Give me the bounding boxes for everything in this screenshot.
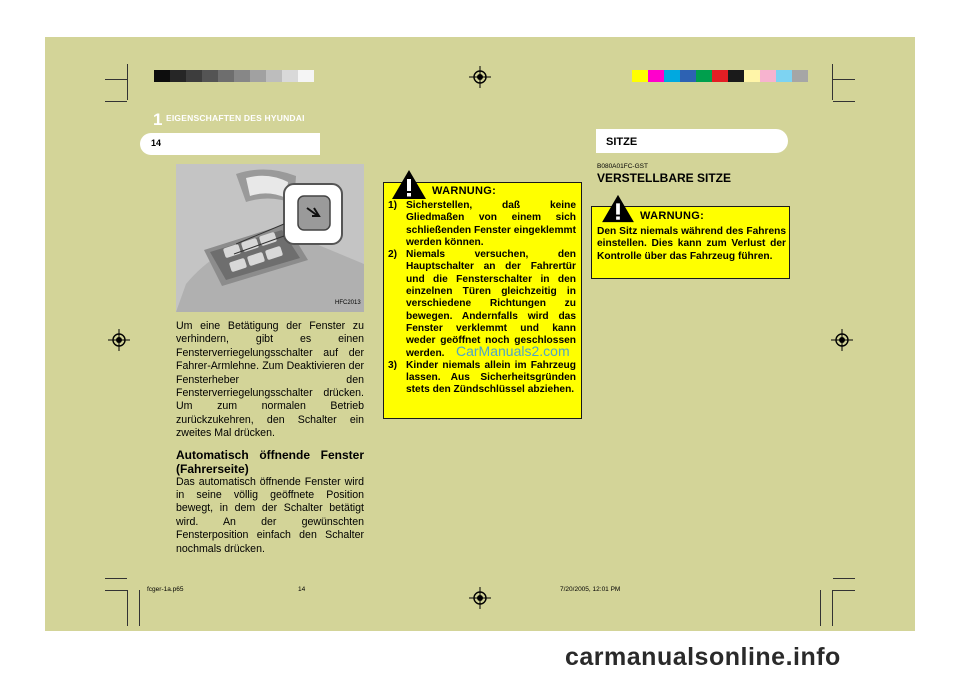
crop-mark	[105, 79, 127, 80]
color-swatch	[728, 70, 744, 82]
footer-filename: fcger-1a.p65	[147, 586, 184, 593]
warning-triangle-icon	[391, 169, 427, 200]
footer-page: 14	[298, 586, 306, 593]
gray-swatch	[154, 70, 170, 82]
gray-swatch	[298, 70, 314, 82]
color-swatch	[792, 70, 808, 82]
section-heading: VERSTELLBARE SITZE	[597, 171, 732, 185]
item-number: 1)	[388, 200, 398, 211]
crop-mark	[127, 590, 128, 626]
crop-mark	[139, 590, 140, 626]
color-swatch	[712, 70, 728, 82]
color-swatch	[760, 70, 776, 82]
color-swatch	[680, 70, 696, 82]
crop-mark	[833, 101, 855, 102]
item-number: 3)	[388, 359, 398, 371]
left-column-text	[176, 320, 364, 556]
page-number: 14	[151, 138, 162, 148]
color-swatch	[744, 70, 760, 82]
item-text: Sicherstellen, daß keine Gliedmaßen von einem sich schließenden Fenster eingeklemmt werden können.	[406, 200, 576, 248]
color-swatch	[664, 70, 680, 82]
gray-swatch	[266, 70, 282, 82]
watermark: CarManuals2.com	[456, 343, 570, 359]
crop-mark	[833, 578, 855, 579]
item-text: Niemals versuchen, den Hauptschalter an der Fahrertür und die Fensterschalter in den einzelnen Türen gleichzeitig in verschiedene Richtungen zu bewegen. Andernfalls wird das Fenster verklemmt und kann weder geöffnet noch geschlossen werden.	[406, 249, 576, 359]
color-swatch	[632, 70, 648, 82]
color-swatch	[696, 70, 712, 82]
registration-mark-icon	[469, 66, 491, 88]
crop-mark	[833, 590, 855, 591]
warning-list	[388, 200, 576, 397]
photo-caption: HFC2013	[335, 300, 361, 306]
color-swatch	[648, 70, 664, 82]
list-item	[388, 200, 576, 249]
subheading: Automatisch öffnende Fenster (Fahrerseite)	[176, 447, 364, 476]
window-switch-photo	[176, 164, 364, 312]
footer-datetime: 7/20/2005, 12:01 PM	[560, 586, 621, 593]
gray-swatch	[282, 70, 298, 82]
gray-swatch	[202, 70, 218, 82]
gray-swatch	[234, 70, 250, 82]
crop-mark	[105, 101, 127, 102]
warning-triangle-icon	[601, 194, 635, 223]
page-number-tab	[140, 133, 320, 155]
section-title: SITZE	[606, 136, 638, 148]
crop-mark	[127, 64, 128, 100]
door-armrest-illustration	[176, 164, 364, 312]
chapter-title: EIGENSCHAFTEN DES HYUNDAI	[166, 113, 305, 123]
gray-swatch	[250, 70, 266, 82]
paragraph: Das automatisch öffnende Fenster wird in seine völlig geöffnete Position bewegt, in dem der Schalter betätigt wird. An der gewünschten Fensterposition einfach den Schalter nochmals drücken.	[176, 475, 364, 555]
crop-mark	[820, 590, 821, 626]
warning-title: WARNUNG:	[432, 185, 497, 197]
section-code: B080A01FC-GST	[597, 163, 648, 170]
list-item	[388, 360, 576, 397]
crop-mark	[105, 590, 127, 591]
gray-swatch	[218, 70, 234, 82]
gray-swatch	[186, 70, 202, 82]
crop-mark	[105, 578, 127, 579]
item-number: 2)	[388, 249, 398, 261]
warning-title: WARNUNG:	[640, 210, 705, 222]
registration-mark-icon	[469, 587, 491, 609]
color-swatch	[776, 70, 792, 82]
warning-text: Den Sitz niemals während des Fahrens einstellen. Dies kann zum Verlust der Kontrolle über das Fahrzeug führen.	[597, 226, 786, 262]
gray-swatch	[170, 70, 186, 82]
item-text: Kinder niemals allein im Fahrzeug lassen. Aus Sicherheitsgründen stets den Zündschlüssel abziehen.	[406, 359, 576, 396]
crop-mark	[833, 79, 855, 80]
crop-mark	[832, 64, 833, 100]
chapter-number: 1	[153, 110, 163, 129]
crop-mark	[832, 590, 833, 626]
site-watermark: carmanualsonline.info	[565, 643, 841, 671]
paragraph: Um eine Betätigung der Fenster zu verhindern, gibt es einen Fensterverriegelungsschalter auf der Fahrer-Armlehne. Zum Deaktivieren der Fensterheber den Fensterverriegelungsschalter drücken. Um zum normalen Betrieb zurückzukehren, den Schalter ein zweites Mal drücken.	[176, 320, 364, 440]
registration-mark-icon	[831, 329, 853, 351]
registration-mark-icon	[108, 329, 130, 351]
